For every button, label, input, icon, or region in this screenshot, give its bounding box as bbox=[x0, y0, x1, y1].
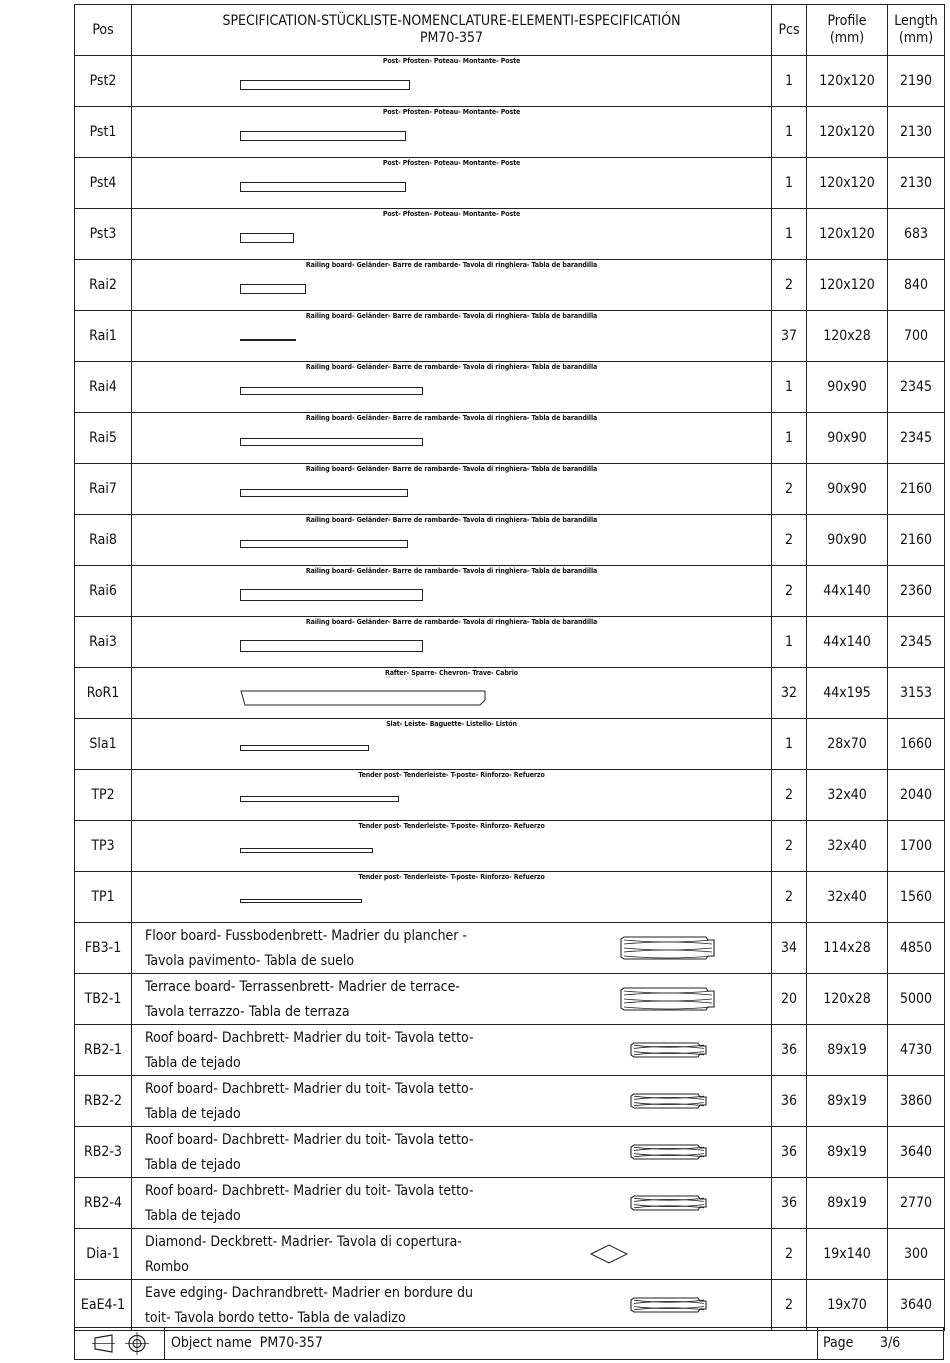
profile-cell: 32x40 bbox=[807, 821, 888, 872]
desc-cell bbox=[132, 56, 772, 107]
pcs-cell: 34 bbox=[772, 923, 807, 974]
profile-cell: 89x19 bbox=[807, 1076, 888, 1127]
first-angle-projection-icon bbox=[75, 1328, 164, 1359]
part-caption: Railing board- Geländer- Barre de rambarde- Tavola di ringhiera- Tabla de barandilla bbox=[305, 312, 598, 320]
desc-cell bbox=[132, 413, 772, 464]
part-description: Floor board- Fussbodenbrett- Madrier du plancher - Tavola pavimento- Tabla de suelo bbox=[145, 928, 468, 969]
part-caption: Railing board- Geländer- Barre de rambarde- Tavola di ringhiera- Tabla de barandilla bbox=[305, 363, 598, 371]
pcs-cell: 36 bbox=[772, 1076, 807, 1127]
pos-cell: Rai1 bbox=[75, 311, 132, 362]
desc-cell bbox=[132, 311, 772, 362]
page-label: Page bbox=[823, 1335, 854, 1351]
part-description: Roof board- Dachbrett- Madrier du toit- Tavola tetto- Tabla de tejado bbox=[145, 1081, 474, 1122]
length-cell: 2130 bbox=[888, 107, 945, 158]
desc-cell bbox=[132, 1280, 772, 1331]
part-caption: Railing board- Geländer- Barre de rambarde- Tavola di ringhiera- Tabla de barandilla bbox=[305, 414, 598, 422]
board-section-icon bbox=[630, 1093, 708, 1109]
profile-cell: 120x120 bbox=[807, 260, 888, 311]
desc-cell bbox=[132, 515, 772, 566]
profile-cell: 120x28 bbox=[807, 974, 888, 1025]
length-cell: 1700 bbox=[888, 821, 945, 872]
part-bar-shape bbox=[240, 438, 423, 446]
length-cell: 3640 bbox=[888, 1280, 945, 1331]
table-row bbox=[75, 1025, 945, 1076]
pos-cell: Sla1 bbox=[75, 719, 132, 770]
part-caption: Railing board- Geländer- Barre de rambarde- Tavola di ringhiera- Tabla de barandilla bbox=[305, 618, 598, 626]
pcs-cell: 1 bbox=[772, 107, 807, 158]
length-cell: 1660 bbox=[888, 719, 945, 770]
desc-cell bbox=[132, 821, 772, 872]
pos-cell: Rai3 bbox=[75, 617, 132, 668]
length-cell: 2040 bbox=[888, 770, 945, 821]
profile-cell: 90x90 bbox=[807, 515, 888, 566]
profile-cell: 89x19 bbox=[807, 1127, 888, 1178]
diamond-section-icon bbox=[589, 1243, 629, 1265]
header-profile-unit: (mm) bbox=[829, 30, 865, 46]
desc-cell bbox=[132, 1229, 772, 1280]
part-description: Diamond- Deckbrett- Madrier- Tavola di copertura- Rombo bbox=[145, 1234, 462, 1275]
profile-cell: 44x140 bbox=[807, 566, 888, 617]
part-bar-shape bbox=[240, 182, 406, 192]
part-bar-shape bbox=[240, 80, 410, 90]
pos-cell: Pst1 bbox=[75, 107, 132, 158]
pos-cell: Pst2 bbox=[75, 56, 132, 107]
desc-cell bbox=[132, 209, 772, 260]
desc-cell bbox=[132, 260, 772, 311]
length-cell: 2190 bbox=[888, 56, 945, 107]
table-header-row bbox=[75, 5, 945, 56]
length-cell: 2130 bbox=[888, 158, 945, 209]
pcs-cell: 2 bbox=[772, 1280, 807, 1331]
part-description: Terrace board- Terrassenbrett- Madrier de terrace- Tavola terrazzo- Tabla de terraza bbox=[145, 979, 460, 1020]
header-title: SPECIFICATION-STÜCKLISTE-NOMENCLATURE-ELEMENTI-ESPECIFICATIÓN bbox=[222, 13, 681, 29]
board-section-icon bbox=[620, 987, 716, 1011]
part-caption: Post- Pfosten- Poteau- Montante- Poste bbox=[382, 159, 521, 167]
pcs-cell: 1 bbox=[772, 617, 807, 668]
table-row bbox=[75, 362, 945, 413]
table-row bbox=[75, 1229, 945, 1280]
pcs-cell: 1 bbox=[772, 209, 807, 260]
object-name-label: Object name bbox=[171, 1335, 252, 1351]
header-profile-cell bbox=[807, 5, 888, 56]
table-row bbox=[75, 974, 945, 1025]
length-cell: 2160 bbox=[888, 464, 945, 515]
part-bar-shape bbox=[240, 387, 423, 395]
pos-cell: EaE4-1 bbox=[75, 1280, 132, 1331]
table-row bbox=[75, 56, 945, 107]
table-row bbox=[75, 923, 945, 974]
pcs-cell: 20 bbox=[772, 974, 807, 1025]
desc-cell bbox=[132, 668, 772, 719]
part-description: Eave edging- Dachrandbrett- Madrier en bordure du toit- Tavola bordo tetto- Tabla de valadizo bbox=[145, 1285, 474, 1326]
pos-cell: Pst3 bbox=[75, 209, 132, 260]
pcs-cell: 1 bbox=[772, 719, 807, 770]
profile-cell: 120x28 bbox=[807, 311, 888, 362]
length-cell: 700 bbox=[888, 311, 945, 362]
header-length-cell bbox=[888, 5, 945, 56]
board-section-icon bbox=[630, 1042, 708, 1058]
projection-symbol bbox=[75, 1328, 165, 1359]
pos-cell: RoR1 bbox=[75, 668, 132, 719]
desc-cell bbox=[132, 617, 772, 668]
profile-cell: 44x140 bbox=[807, 617, 888, 668]
part-bar-shape bbox=[240, 589, 423, 601]
table-row bbox=[75, 260, 945, 311]
pcs-cell: 2 bbox=[772, 566, 807, 617]
pos-cell: Dia-1 bbox=[75, 1229, 132, 1280]
desc-cell bbox=[132, 464, 772, 515]
board-section-icon bbox=[620, 936, 716, 960]
profile-cell: 120x120 bbox=[807, 56, 888, 107]
object-name bbox=[171, 1335, 323, 1351]
length-cell: 4850 bbox=[888, 923, 945, 974]
pos-cell: RB2-1 bbox=[75, 1025, 132, 1076]
table-row bbox=[75, 566, 945, 617]
table-row bbox=[75, 872, 945, 923]
profile-cell: 19x70 bbox=[807, 1280, 888, 1331]
desc-cell bbox=[132, 158, 772, 209]
header-length-unit: (mm) bbox=[898, 30, 934, 46]
table-body bbox=[75, 56, 945, 1331]
table-row bbox=[75, 821, 945, 872]
pcs-cell: 2 bbox=[772, 1229, 807, 1280]
table-row bbox=[75, 515, 945, 566]
part-bar-shape bbox=[240, 899, 362, 903]
part-bar-shape bbox=[240, 796, 399, 802]
table-row bbox=[75, 209, 945, 260]
profile-cell: 90x90 bbox=[807, 413, 888, 464]
table-row bbox=[75, 719, 945, 770]
board-section-icon bbox=[630, 1195, 708, 1211]
part-caption: Tender post- Tenderleiste- T-poste- Rinforzo- Refuerzo bbox=[358, 873, 545, 881]
pcs-cell: 37 bbox=[772, 311, 807, 362]
desc-cell bbox=[132, 1076, 772, 1127]
pos-cell: RB2-3 bbox=[75, 1127, 132, 1178]
pos-cell: RB2-4 bbox=[75, 1178, 132, 1229]
part-bar-shape bbox=[240, 131, 406, 141]
part-bar-shape bbox=[240, 339, 296, 341]
header-title-cell bbox=[132, 5, 772, 56]
part-caption: Railing board- Geländer- Barre de rambarde- Tavola di ringhiera- Tabla de barandilla bbox=[305, 567, 598, 575]
pos-cell: Rai7 bbox=[75, 464, 132, 515]
part-caption: Post- Pfosten- Poteau- Montante- Poste bbox=[382, 108, 521, 116]
part-bar-shape bbox=[240, 284, 306, 294]
board-section-icon bbox=[630, 1297, 708, 1313]
pos-cell: TB2-1 bbox=[75, 974, 132, 1025]
profile-cell: 89x19 bbox=[807, 1025, 888, 1076]
part-bar-shape bbox=[240, 489, 408, 497]
length-cell: 840 bbox=[888, 260, 945, 311]
part-caption: Railing board- Geländer- Barre de rambarde- Tavola di ringhiera- Tabla de barandilla bbox=[305, 516, 598, 524]
page-block bbox=[817, 1328, 944, 1359]
length-cell: 2360 bbox=[888, 566, 945, 617]
length-cell: 3640 bbox=[888, 1127, 945, 1178]
profile-cell: 90x90 bbox=[807, 464, 888, 515]
part-description: Roof board- Dachbrett- Madrier du toit- Tavola tetto- Tabla de tejado bbox=[145, 1030, 474, 1071]
pcs-cell: 32 bbox=[772, 668, 807, 719]
desc-cell bbox=[132, 566, 772, 617]
pos-cell: TP1 bbox=[75, 872, 132, 923]
length-cell: 2160 bbox=[888, 515, 945, 566]
table-row bbox=[75, 1127, 945, 1178]
pcs-cell: 1 bbox=[772, 362, 807, 413]
profile-cell: 89x19 bbox=[807, 1178, 888, 1229]
pos-cell: TP2 bbox=[75, 770, 132, 821]
part-caption: Post- Pfosten- Poteau- Montante- Poste bbox=[382, 57, 521, 65]
pcs-cell: 2 bbox=[772, 872, 807, 923]
pcs-cell: 36 bbox=[772, 1025, 807, 1076]
part-bar-shape bbox=[240, 848, 373, 853]
table-row bbox=[75, 1076, 945, 1127]
desc-cell bbox=[132, 872, 772, 923]
table-row bbox=[75, 413, 945, 464]
desc-cell bbox=[132, 923, 772, 974]
length-cell: 2770 bbox=[888, 1178, 945, 1229]
profile-cell: 32x40 bbox=[807, 872, 888, 923]
profile-cell: 120x120 bbox=[807, 107, 888, 158]
desc-cell bbox=[132, 107, 772, 158]
table-row bbox=[75, 617, 945, 668]
header-code: PM70-357 bbox=[419, 30, 484, 46]
pcs-cell: 2 bbox=[772, 515, 807, 566]
length-cell: 2345 bbox=[888, 413, 945, 464]
length-cell: 1560 bbox=[888, 872, 945, 923]
desc-cell bbox=[132, 974, 772, 1025]
table-row bbox=[75, 770, 945, 821]
profile-cell: 120x120 bbox=[807, 209, 888, 260]
profile-cell: 90x90 bbox=[807, 362, 888, 413]
desc-cell bbox=[132, 1178, 772, 1229]
pcs-cell: 2 bbox=[772, 821, 807, 872]
profile-cell: 44x195 bbox=[807, 668, 888, 719]
part-caption: Rafter- Sparre- Chevron- Trave- Cabrio bbox=[384, 669, 519, 677]
pcs-cell: 36 bbox=[772, 1127, 807, 1178]
header-profile: Profile bbox=[827, 13, 867, 29]
part-bar-shape bbox=[240, 233, 294, 243]
part-bar-shape bbox=[240, 540, 408, 548]
pcs-cell: 36 bbox=[772, 1178, 807, 1229]
title-block-footer bbox=[74, 1327, 944, 1360]
length-cell: 3860 bbox=[888, 1076, 945, 1127]
pos-cell: RB2-2 bbox=[75, 1076, 132, 1127]
part-caption: Railing board- Geländer- Barre de rambarde- Tavola di ringhiera- Tabla de barandilla bbox=[305, 465, 598, 473]
rafter-shape-icon bbox=[240, 690, 486, 706]
length-cell: 3153 bbox=[888, 668, 945, 719]
header-length: Length bbox=[894, 13, 938, 29]
pos-cell: Pst4 bbox=[75, 158, 132, 209]
pcs-cell: 1 bbox=[772, 56, 807, 107]
pcs-cell: 1 bbox=[772, 413, 807, 464]
part-bar-shape bbox=[240, 745, 369, 751]
part-description: Roof board- Dachbrett- Madrier du toit- Tavola tetto- Tabla de tejado bbox=[145, 1132, 474, 1173]
header-pcs: Pcs bbox=[772, 5, 807, 56]
desc-cell bbox=[132, 1127, 772, 1178]
table-row bbox=[75, 1178, 945, 1229]
table-row bbox=[75, 464, 945, 515]
table-row bbox=[75, 1280, 945, 1331]
pos-cell: FB3-1 bbox=[75, 923, 132, 974]
table-row bbox=[75, 311, 945, 362]
part-bar-shape bbox=[240, 640, 423, 652]
profile-cell: 19x140 bbox=[807, 1229, 888, 1280]
object-name-value: PM70-357 bbox=[259, 1335, 323, 1351]
page-number: 3/6 bbox=[880, 1335, 901, 1351]
part-caption: Tender post- Tenderleiste- T-poste- Rinforzo- Refuerzo bbox=[358, 822, 545, 830]
desc-cell bbox=[132, 362, 772, 413]
pcs-cell: 2 bbox=[772, 464, 807, 515]
desc-cell bbox=[132, 1025, 772, 1076]
desc-cell bbox=[132, 719, 772, 770]
length-cell: 300 bbox=[888, 1229, 945, 1280]
pcs-cell: 2 bbox=[772, 770, 807, 821]
pos-cell: Rai5 bbox=[75, 413, 132, 464]
pos-cell: Rai6 bbox=[75, 566, 132, 617]
part-caption: Tender post- Tenderleiste- T-poste- Rinforzo- Refuerzo bbox=[358, 771, 545, 779]
specification-table bbox=[74, 4, 945, 1331]
length-cell: 4730 bbox=[888, 1025, 945, 1076]
length-cell: 2345 bbox=[888, 362, 945, 413]
specification-sheet bbox=[74, 4, 944, 1351]
desc-cell bbox=[132, 770, 772, 821]
profile-cell: 114x28 bbox=[807, 923, 888, 974]
pos-cell: Rai2 bbox=[75, 260, 132, 311]
part-caption: Post- Pfosten- Poteau- Montante- Poste bbox=[382, 210, 521, 218]
part-description: Roof board- Dachbrett- Madrier du toit- Tavola tetto- Tabla de tejado bbox=[145, 1183, 474, 1224]
part-caption: Railing board- Geländer- Barre de rambarde- Tavola di ringhiera- Tabla de barandilla bbox=[305, 261, 598, 269]
part-caption: Slat- Leiste- Baguette- Listello- Listón bbox=[386, 720, 517, 728]
header-pos: Pos bbox=[75, 5, 132, 56]
table-row bbox=[75, 158, 945, 209]
pos-cell: Rai8 bbox=[75, 515, 132, 566]
pcs-cell: 1 bbox=[772, 158, 807, 209]
profile-cell: 28x70 bbox=[807, 719, 888, 770]
pcs-cell: 2 bbox=[772, 260, 807, 311]
length-cell: 2345 bbox=[888, 617, 945, 668]
profile-cell: 120x120 bbox=[807, 158, 888, 209]
length-cell: 683 bbox=[888, 209, 945, 260]
table-row bbox=[75, 107, 945, 158]
board-section-icon bbox=[630, 1144, 708, 1160]
pos-cell: TP3 bbox=[75, 821, 132, 872]
profile-cell: 32x40 bbox=[807, 770, 888, 821]
table-row bbox=[75, 668, 945, 719]
pos-cell: Rai4 bbox=[75, 362, 132, 413]
length-cell: 5000 bbox=[888, 974, 945, 1025]
